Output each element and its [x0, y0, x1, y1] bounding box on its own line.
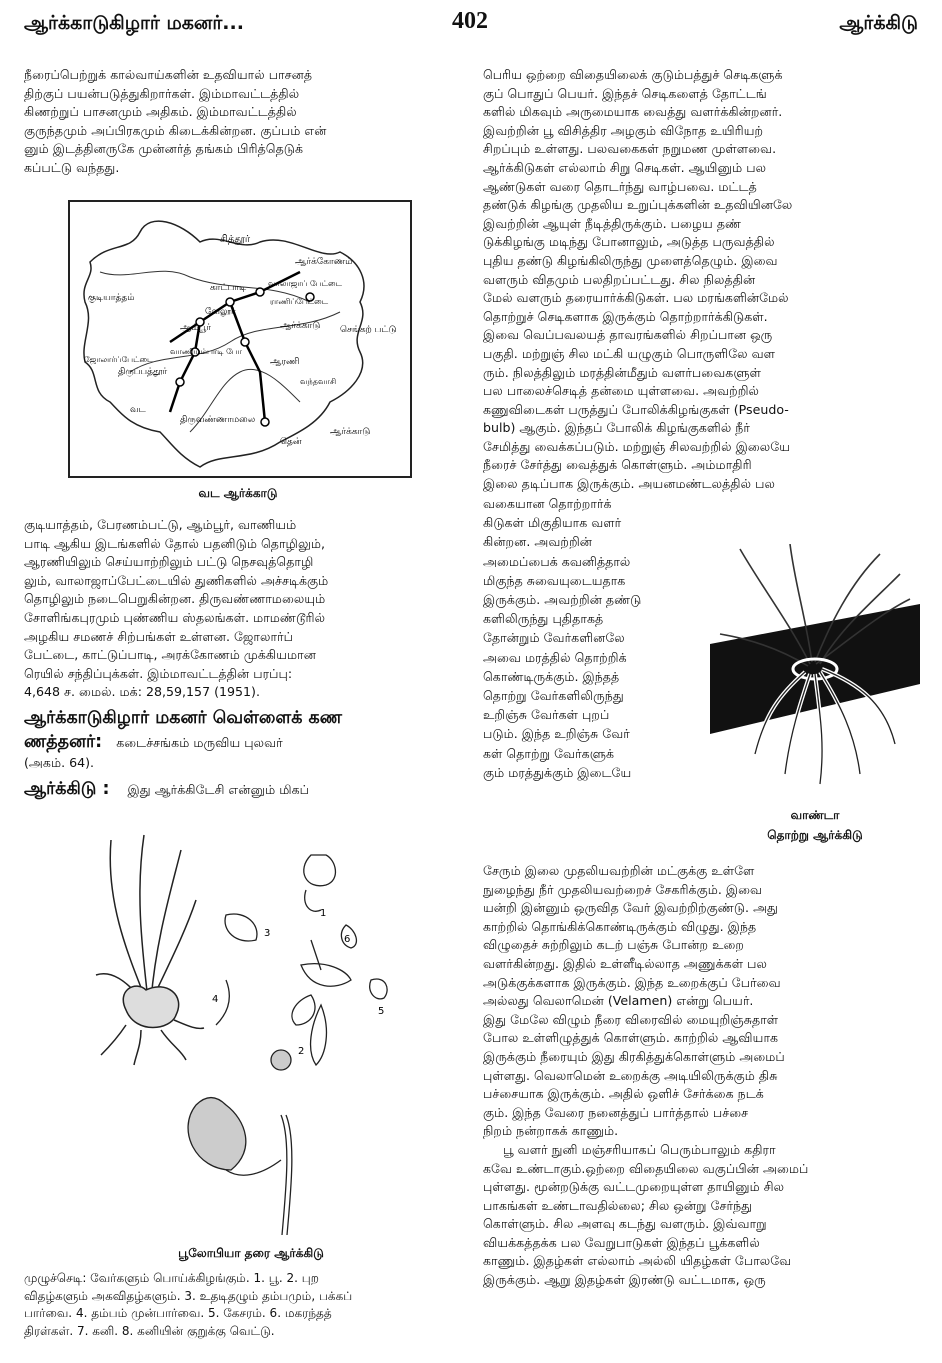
map-drawing [70, 202, 410, 476]
text-line: பூ வளர் நுனி மஞ்சரியாகப் பெரும்பாலும் கதிரா [503, 1141, 776, 1157]
town-marker [176, 378, 184, 386]
text-line: பல பாலைச்செடித் தன்மை யுள்ளவை. அவற்றில் [483, 383, 760, 399]
tree-branch [710, 604, 920, 734]
text-line: இவற்றின் பூ விசித்திர அழகும் விநோத உயிரியற் [483, 122, 764, 138]
text-line: பாடி ஆகிய இடங்களில் தோல் பதனிடும் தொழிலும், [24, 535, 326, 551]
text-line: இருக்கும். ஆறு இதழ்கள் இரண்டு வட்டமாக, ஒரு [483, 1272, 766, 1288]
text-line: விழுதைச் சுற்றிலும் கடற் பஞ்சு போன்ற உறை [483, 937, 744, 953]
text-line: இலை தடிப்பாக இருக்கும். அயனமண்டலத்தில் பல [483, 476, 775, 492]
text-line: கொள்ளும். சில அளவு கடந்து வளரும். இவ்வாறு [483, 1216, 767, 1232]
text-line: தொற்று வேர்களிலிருந்து [483, 688, 624, 704]
map-label: வட [130, 405, 146, 415]
text-line: ரும். நிலத்திலும் மரத்தின்மீதும் வளர்பவைகளுள் [483, 364, 761, 380]
text-line: bulb) ஆகும். இந்தப் போலிக் கிழங்குகளில் நீர் [483, 420, 750, 436]
text-line: கும் மரத்துக்கும் இடையே [483, 764, 632, 780]
map-caption: வட ஆர்க்காடு [198, 486, 278, 500]
text-line: கிடுகள் மிகுதியாக வளர் [483, 515, 622, 531]
vanda-caption: வாண்டா [790, 808, 840, 822]
entry-text: கடைச்சங்கம் மருவிய புலவர் [116, 735, 283, 750]
left-intro-paragraph [24, 66, 454, 178]
text-line: காற்றில் தொங்கிக்கொண்டிருக்கும் விழுது. இந்த [483, 918, 757, 934]
text-line: கின்றன. அவற்றின் [483, 534, 592, 550]
plant-drawing [86, 830, 416, 1240]
text-line: பேட்டை, காட்டுப்பாடி, அரக்கோணம் முக்கியமான [24, 647, 316, 663]
text-line: குடியாத்தம், பேரணம்பட்டு, ஆம்பூர், வாணியம் [24, 517, 297, 532]
town-marker [241, 338, 249, 346]
text-line: சேரும் இலை முதலியவற்றின் மட்குக்கு உள்ளே [483, 863, 755, 878]
map-label: சித்தூர் [220, 234, 251, 245]
map-label: வேலூர் [205, 307, 236, 317]
figure-number: 2 [298, 1046, 305, 1057]
entry-arcot-poet [24, 706, 454, 801]
text-line: லும், வாலாஜாப்பேட்டையில் துணிகளில் அச்சடிக்கும் [24, 572, 329, 588]
text-line: அல்லது வெலாமென் (Velamen) என்று பெயர். [483, 993, 754, 1009]
figure-number: 3 [264, 928, 271, 939]
map-label: வாணியம்பாடி போ [170, 347, 242, 356]
entry-title: ஆர்க்கிடு : [24, 778, 110, 799]
map-label: குடியாத்தம் [88, 293, 135, 303]
flower-parts [188, 855, 387, 1235]
figure-number: 4 [212, 994, 219, 1005]
text-line: கள் தொற்று வேர்களுக் [483, 745, 615, 761]
map-label: தென் [280, 437, 302, 447]
text-line: பார்வை. 4. தம்பம் முன்பார்வை. 5. கேசரம். 6. மகரந்தத் [24, 1306, 332, 1320]
page-header [0, 6, 942, 46]
text-line: திரள்கள். 7. கனி. 8. கனியின் குறுக்கு வெட்டு. [24, 1323, 275, 1338]
map-label: வாலாஜாப் பேட்டை [268, 279, 342, 288]
text-line: குருந்தமும் அப்பிரகமும் கிடைக்கின்றன. குப்பம் என் [24, 122, 327, 138]
map-label: திருப்பத்தூர் [118, 367, 168, 377]
map-label: ஆர்க்கோணம் [295, 257, 353, 267]
text-line: னும் இடத்தினருகே முன்னர்த் தங்கம் பிரித்தெடுக் [24, 141, 304, 157]
text-line: பச்சையாக இருக்கும். அதில் ஒளிச் சேர்க்கை நடக் [483, 1086, 764, 1102]
text-line: நீரைப்பெற்றுக் கால்வாய்களின் உதவியால் பாசனத் [24, 67, 313, 82]
text-line: புள்ளது. மூன்றடுக்கு வட்டமுறையுள்ள தாயினும் சில [483, 1179, 785, 1195]
text-line: கொண்டிருக்கும். இந்தத் [483, 668, 620, 684]
text-line: சேமித்து வைக்கப்படும். மற்றுஞ் சிலவற்றில் இலையே [483, 438, 791, 454]
railway-line [170, 322, 200, 412]
text-line: அடுக்குக்களாக இருக்கும். இந்த உறைக்குப் பேர்வை [483, 974, 781, 990]
map-label: ஆரணி [270, 357, 300, 367]
district-map [68, 200, 412, 478]
text-line: போல உள்ளிழுத்துக் கொள்ளும். காற்றில் ஆவியாக [483, 1030, 779, 1046]
text-line: யன்றி இன்னும் ஒருவித வேர் இவற்றிற்குண்டு. அது [483, 900, 778, 916]
text-line: சோளிங்கபுரமும் புண்ணிய ஸ்தலங்கள். மாமண்டூரில் [24, 609, 326, 625]
entry-reference: (அகம். 64). [24, 755, 95, 770]
text-line: வியக்கத்தக்க பல வேறுபாடுகள் இந்தப் பூக்களில் [483, 1234, 760, 1250]
right-bottom-paragraph [483, 862, 915, 1290]
text-line: திற்குப் பயன்படுத்துகிறார்கள். இம்மாவட்டத்தில் [24, 85, 300, 101]
text-line: தொழிலும் நடைபெறுகின்றன. திருவண்ணாமலையும் [24, 591, 326, 607]
text-line: களிலிருந்து புதிதாகத் [483, 611, 604, 627]
map-label: ஆர்க்காடு [280, 321, 321, 331]
text-line: ஆர்க்கிடுகள் எல்லாம் சிறு செடிகள். ஆயினும் பல [483, 159, 767, 175]
text-line: உறிஞ்சு வேர்கள் புறப் [483, 707, 610, 723]
text-line: முழுச்செடி: வேர்களும் பொய்க்கிழங்கும். 1. பூ. 2. புற [24, 1271, 319, 1285]
text-line: அமைப்பைக் கவனித்தால் [483, 553, 631, 569]
text-line: மேல் வளரும் தரையார்க்கிடுகள். பல மரங்களின்மேல் [483, 290, 789, 306]
town-marker [256, 288, 264, 296]
text-line: ரெயில் சந்திப்புக்கள். இம்மாவட்டத்தின் பரப்பு: [24, 665, 293, 681]
text-line: கப்பட்டு வந்தது. [24, 159, 120, 175]
text-line: இது மேலே விழும் நீரை விரைவில் மையுறிஞ்சுதாள் [483, 1011, 779, 1027]
text-line: கிணற்றுப் பாசனமும் அதிகம். இம்மாவட்டத்தில் [24, 104, 297, 120]
text-line: பாகங்கள் உண்டாவதில்லை; சில ஒன்று சேர்ந்து [483, 1197, 753, 1213]
entry-orchid-start [24, 777, 454, 801]
text-line: டுக்கிழங்கு மடிந்து போனாலும், அடுத்த பருவத்தில் [483, 234, 775, 250]
vanda-drawing [710, 544, 920, 794]
text-line: பகுதி. மற்றுஞ் சில மட்கி யழுகும் பொருளிலே வள [483, 345, 776, 361]
plant-figure-legend [24, 1270, 454, 1340]
whole-plant [96, 835, 204, 1065]
running-head-left: ஆர்க்காடுகிழார் மகனர்... [24, 12, 244, 34]
text-line: இவற்றின் ஆயுள் நீடித்திருக்கும். பழைய தண் [483, 215, 742, 231]
map-label: செங்கற் பட்டு [340, 325, 397, 335]
text-line: வகையான தொற்றார்க் [483, 496, 612, 511]
text-line: இருக்கும் நீரையும் இது கிரகித்துக்கொள்ளும் அமைப் [483, 1048, 785, 1064]
text-line: தண்டுக் கிழங்கு முதலிய உறுப்புக்களின் உதவியினலே [483, 197, 793, 213]
text-line: மிகுந்த சுவையுடையதாக [483, 572, 626, 588]
map-label: காட்பாடி [210, 283, 247, 293]
plant-figure-caption: பூலோபியா தரை ஆர்க்கிடு [178, 1246, 324, 1260]
text-line: இருக்கும். அவற்றின் தண்டு [483, 592, 642, 608]
map-label: திருவண்ணாமலை [180, 415, 256, 425]
text-line: புள்ளது. வெலாமென் உறைக்கு அடியிலிருக்கும் திசு [483, 1067, 778, 1083]
text-line: ஆண்டுகள் வரை தொடர்ந்து வாழ்பவை. மட்டத் [483, 178, 757, 194]
map-label: ஆர்க்காடு [330, 427, 371, 437]
text-line: கும். இந்த வேரை நனைத்துப் பார்த்தால் பச்சை [483, 1104, 749, 1120]
text-line: கணுவிடைகள் பருத்துப் போலிக்கிழங்குகள் (Pseudo- [483, 401, 789, 417]
text-line: நீரைச் சேர்த்து வைத்துக் கொள்ளும். அம்மாதிரி [483, 457, 752, 473]
right-narrow-paragraph [483, 494, 705, 782]
map-label: ராணிப்பேட்டை [270, 297, 329, 306]
text-line: இவை வெப்பவலயத் தாவரங்களில் சிறப்பான ஒரு [483, 327, 773, 343]
map-label: ஆம்பூர் [180, 323, 211, 333]
text-line: குப் பொதுப் பெயர். இந்தச் செடிகளைத் தோட்டங் [483, 85, 767, 101]
text-line: அவை மரத்தில் தொற்றிக் [483, 649, 627, 665]
map-label: வந்தவாசி [300, 377, 337, 386]
text-line: படும். இந்த உறிஞ்சு வேர் [483, 726, 630, 742]
entry-title: ஆர்க்காடுகிழார் மகனர் வெள்ளைக் கண [24, 708, 342, 728]
text-line: தோன்றும் வேர்களினலே [483, 630, 625, 646]
town-marker [261, 418, 269, 426]
left-paragraph-industries [24, 516, 454, 702]
text-line: ஆரணியிலும் செய்யாற்றிலும் பட்டு நெசவுத்தொழி [24, 554, 314, 570]
town-marker [226, 298, 234, 306]
text-line: நுழைந்து நீர் முதலியவற்றைச் சேகரிக்கும். இவை [483, 881, 763, 897]
text-line: அழகிய சமணச் சிற்பங்கள் உள்ளன. ஜோலார்ப் [24, 628, 294, 644]
running-head-right: ஆர்க்கிடு [839, 12, 918, 34]
vanda-illustration [710, 544, 920, 794]
text-line: காணும். இதழ்கள் எல்லாம் அல்லி யிதழ்கள் போலவே [483, 1253, 792, 1269]
entry-title: ணத்தனர்: [24, 732, 103, 752]
map-label: ஜோலார்ப்பேட்டை [84, 355, 154, 364]
text-line: தொற்றுச் செடிகளாக இருக்கும் தொற்றார்க்கிடுகள். [483, 308, 768, 324]
right-top-paragraph [483, 66, 915, 494]
text-line: நிறம் நன்றாகக் காணும். [483, 1123, 619, 1139]
text-line: களில் மிகவும் அருமையாக வைத்து வளர்க்கின்றனர். [483, 104, 783, 120]
text-line: வளர்கின்றது. இதில் உள்ளீடில்லாத அணுக்கள் பல [483, 955, 767, 971]
text-line: சிறப்பும் உள்ளது. பலவகைகள் நறுமண முள்ளவை. [483, 141, 777, 157]
page-number: 402 [452, 8, 488, 34]
vanda-caption-sub: தொற்று ஆர்க்கிடு [767, 828, 863, 842]
figure-number: 5 [378, 1006, 385, 1017]
text-line: பெரிய ஒற்றை விதையிலைக் குடும்பத்துச் செடிகளுக் [483, 67, 783, 82]
text-line: கவே உண்டாகும்.ஒற்றை விதையிலை வகுப்பின் அமைப் [483, 1160, 809, 1176]
figure-number: 1 [320, 908, 327, 919]
figure-number: 6 [344, 934, 351, 945]
text-line: வளரும் விதமும் பலதிறப்பட்டது. சில நிலத்தின் [483, 271, 756, 287]
entry-title-line [24, 730, 454, 754]
text-line: புதிய தண்டு கிழங்கிலிருந்து முளைத்தெழும். இவை [483, 252, 778, 268]
orchid-plant-illustration [86, 830, 416, 1240]
text-line: விதழ்களும் அகவிதழ்களும். 3. உதடிதழும் தம்பமும், பக்கப் [24, 1288, 353, 1303]
railway-line [230, 302, 265, 422]
entry-text: இது ஆர்க்கிடேசி என்னும் மிகப் [127, 781, 310, 797]
text-line: 4,648 ச. மைல். மக்: 28,59,157 (1951). [24, 684, 260, 700]
